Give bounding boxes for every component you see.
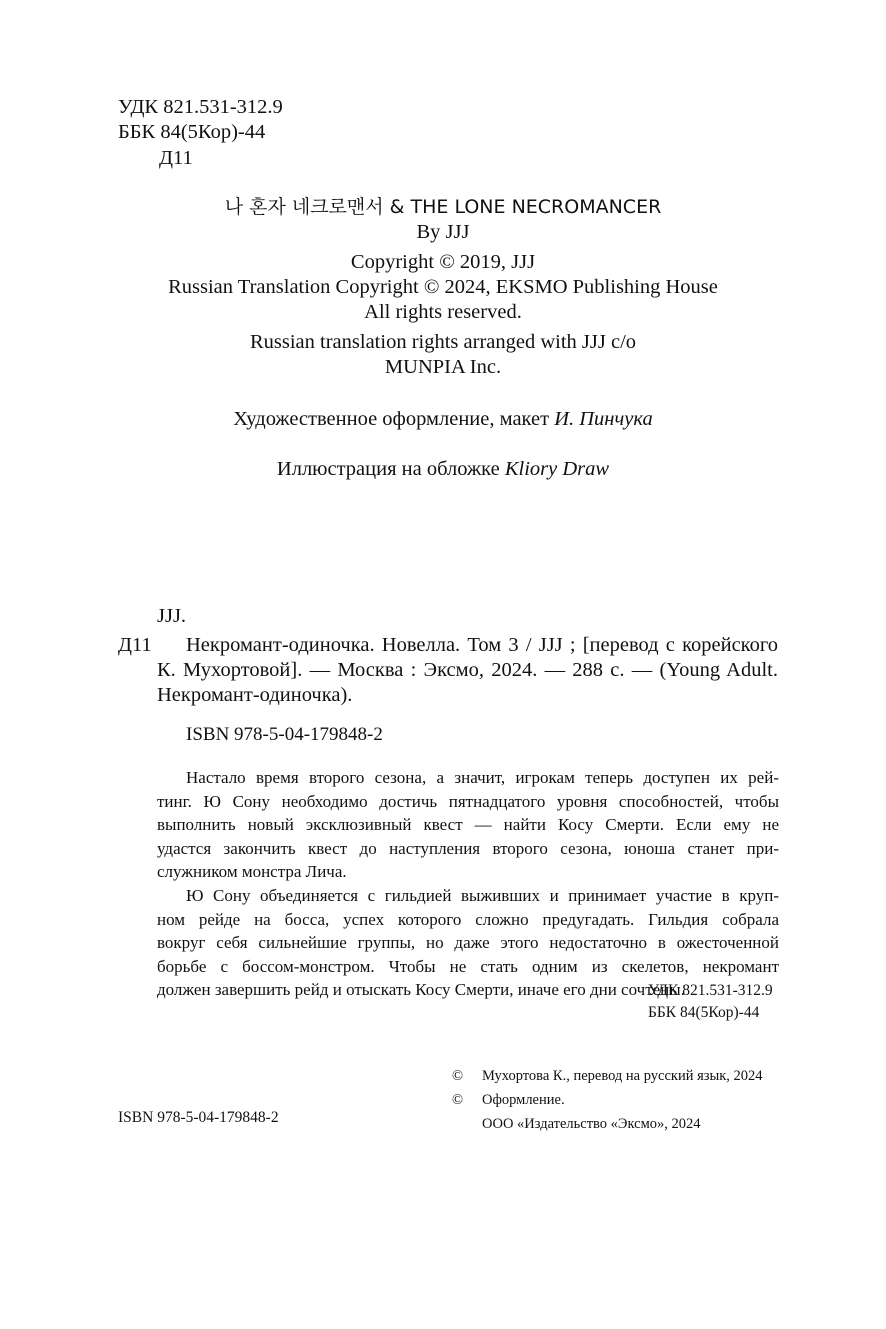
- author-mark: Д11: [159, 147, 193, 169]
- bib-line-1: Некромант-одиночка. Новелла. Том 3 / JJJ ; [перевод с корейского: [186, 634, 778, 656]
- udk-code: УДК 821.531-312.9: [118, 96, 283, 118]
- annotation-line: выполнить новый эксклюзивный квест — найти Косу Смерти. Если ему не: [157, 815, 779, 835]
- annotation-line: тинг. Ю Сону необходимо достичь пятнадцатого уровня способностей, чтобы: [157, 791, 779, 811]
- annotation-line: Ю Сону объединяется с гильдией выживших и принимает участие в круп-: [186, 885, 779, 905]
- footer-isbn: ISBN 978-5-04-179848-2: [118, 1109, 279, 1126]
- cover-credit-label: Иллюстрация на обложке: [276, 458, 505, 480]
- translation-copyright: Russian Translation Copyright © 2024, EKSMO Publishing House: [168, 276, 718, 298]
- annotation-line: вокруг себя сильнейшие группы, но даже этого недостаточно в ожесточенной: [157, 933, 779, 953]
- design-credit: [0, 409, 886, 430]
- copyright-symbol: ©: [452, 1092, 464, 1108]
- original-author: By JJJ: [416, 221, 470, 243]
- design-credit-name: И. Пинчука: [554, 408, 653, 430]
- copyright-publisher-row: [452, 1112, 763, 1136]
- translation-note: Мухортова К., перевод на русский язык, 2024: [482, 1068, 763, 1084]
- bib-line-3: Некромант-одиночка).: [157, 684, 353, 706]
- design-note-line1: Оформление.: [482, 1092, 565, 1108]
- design-credit-label: Художественное оформление, макет: [233, 408, 555, 430]
- copyright-design-row: [452, 1088, 763, 1112]
- original-copyright: Copyright © 2019, JJJ: [350, 251, 536, 273]
- rights-reserved: All rights reserved.: [364, 301, 522, 323]
- footer-copyright: [452, 1064, 763, 1136]
- bib-mark: Д11: [118, 634, 152, 656]
- copyright-translation-row: [452, 1064, 763, 1088]
- bib-line-2: К. Мухортовой]. — Москва : Эксмо, 2024. — 288 с. — (Young Adult.: [157, 659, 778, 681]
- annotation: [157, 766, 779, 1002]
- annotation-line: Настало время второго сезона, а значит, игрокам теперь доступен их рей-: [186, 768, 779, 787]
- bib-isbn: ISBN 978-5-04-179848-2: [186, 724, 383, 745]
- cover-credit: [0, 459, 886, 480]
- annotation-bbk: ББК 84(5Кор)-44: [648, 1004, 760, 1021]
- rights-arranged-line2: MUNPIA Inc.: [384, 356, 502, 378]
- annotation-udk: УДК 821.531-312.9: [648, 982, 773, 999]
- annotation-line: ном рейде на босса, успех которого сложно предугадать. Гильдия собрала: [157, 909, 779, 929]
- annotation-line: удастся закончить квест до наступления второго сезона, юноша станет при-: [157, 838, 779, 858]
- copyright-symbol: ©: [452, 1068, 464, 1084]
- annotation-line: служником монстра Лича.: [157, 862, 347, 882]
- original-title: 나 혼자 네크로맨서 & THE LONE NECROMANCER: [224, 196, 662, 218]
- cover-credit-name: Kliory Draw: [504, 458, 610, 480]
- rights-arranged-line1: Russian translation rights arranged with JJJ c/o: [249, 331, 637, 353]
- annotation-line: борьбе с боссом-монстром. Чтобы не стать одним из скелетов, некромант: [157, 956, 779, 976]
- design-note-line2: ООО «Издательство «Эксмо», 2024: [482, 1116, 701, 1132]
- annotation-line: должен завершить рейд и отыскать Косу Смерти, иначе его дни сочтены.: [157, 980, 685, 1000]
- bib-author: JJJ.: [157, 605, 187, 627]
- bbk-code: ББК 84(5Кор)-44: [118, 121, 266, 143]
